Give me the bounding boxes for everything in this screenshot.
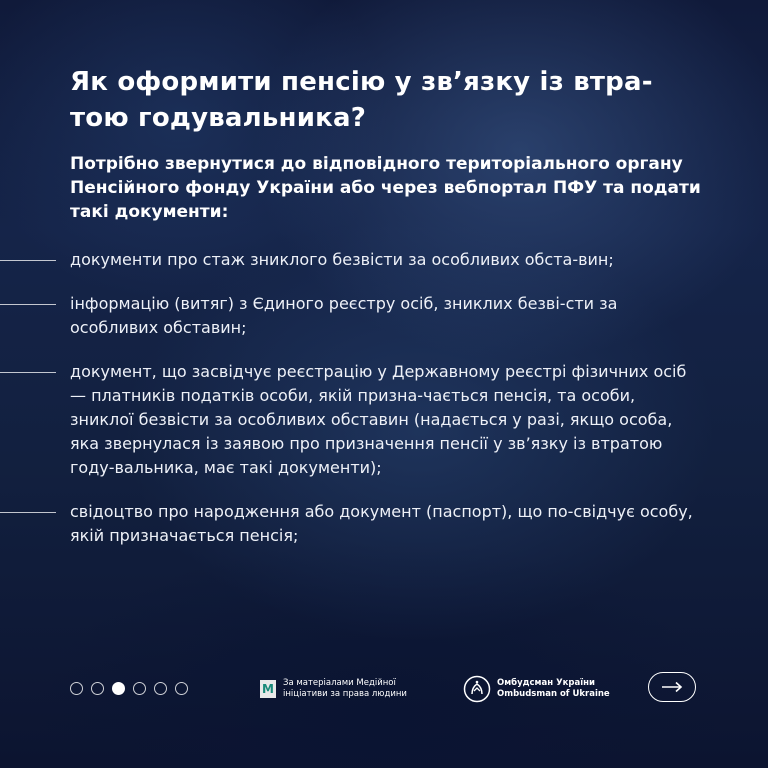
ombudsman-block	[463, 675, 610, 703]
ombudsman-emblem-icon	[463, 675, 491, 703]
dash-divider	[0, 372, 56, 373]
pagination-dot[interactable]	[133, 682, 146, 695]
arrow-right-icon	[660, 681, 684, 693]
next-slide-button[interactable]	[648, 672, 696, 702]
intro-text: Потрібно звернутися до відповідного територіального органу Пенсійного фонду України або через вебпортал ПФУ та подати такі документи:	[70, 154, 701, 222]
pagination-dot[interactable]	[154, 682, 167, 695]
list-item-text: документи про стаж зниклого безвісти за особливих обста-вин;	[70, 250, 614, 269]
credit-text	[283, 678, 433, 700]
dash-divider	[0, 260, 56, 261]
credit-line-2: ініціативи за права людини	[283, 689, 407, 699]
list-item-text: документ, що засвідчує реєстрацію у Державному реєстрі фізичних осіб — платників податків особи, якій призна-чається пенсія, та особи, зниклої безвісти за особливих обставин (надається у разі, якщо особа, яка звернулася із заявою про призначення пенсії у зв’язку із втратою году-вальника, має такі документи);	[70, 362, 687, 477]
ombudsman-text	[497, 678, 610, 700]
list-item-text: інформацію (витяг) з Єдиного реєстру осіб, зниклих безві-сти за особливих обставин;	[70, 294, 618, 337]
credit-line-1: За матеріалами Медійної	[283, 678, 396, 688]
dash-divider	[0, 304, 56, 305]
pagination-dot[interactable]	[175, 682, 188, 695]
pagination-dot-active[interactable]	[112, 682, 125, 695]
ombudsman-line-2: Ombudsman of Ukraine	[497, 689, 610, 699]
list-item	[0, 500, 700, 548]
list-item	[0, 292, 700, 340]
credit-block	[260, 678, 433, 700]
mipl-logo-icon: M	[260, 680, 276, 698]
list-item	[0, 248, 700, 272]
slide-title: Як оформити пенсію у зв’язку із втра-тою годувальника?	[70, 67, 653, 133]
document-list	[0, 248, 768, 568]
pagination-dot[interactable]	[70, 682, 83, 695]
dash-divider	[0, 512, 56, 513]
pagination-dots	[70, 682, 188, 695]
ombudsman-line-1: Омбудсман України	[497, 678, 595, 688]
footer	[0, 670, 768, 710]
list-item	[0, 360, 700, 480]
list-item-text: свідоцтво про народження або документ (паспорт), що по-свідчує особу, якій призначається пенсія;	[70, 502, 693, 545]
pagination-dot[interactable]	[91, 682, 104, 695]
